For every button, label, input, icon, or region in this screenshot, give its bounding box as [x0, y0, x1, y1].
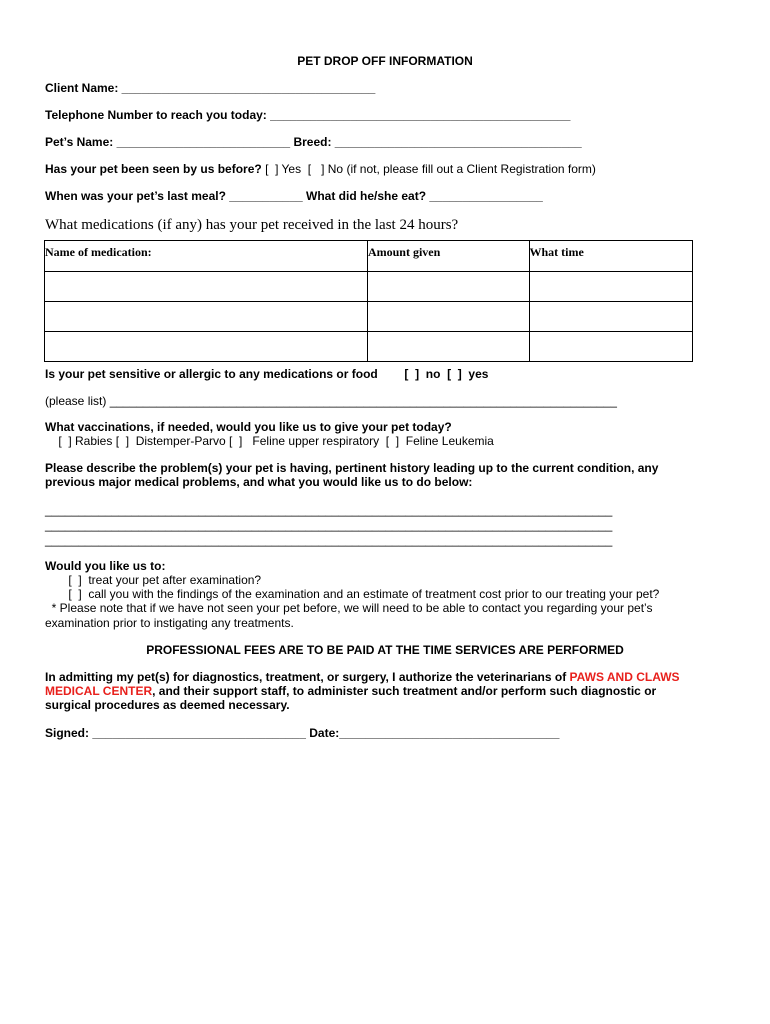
authorization-line1 [45, 670, 680, 684]
problem-blank-line[interactable]: _____________________________________________________________________________________ [45, 503, 613, 517]
table-cell[interactable] [45, 332, 368, 362]
medications-question: What medications (if any) has your pet received in the last 24 hours? [45, 217, 459, 233]
table-cell[interactable] [45, 272, 368, 302]
problem-blank-line[interactable]: _____________________________________________________________________________________ [45, 533, 613, 547]
pet-name-breed-field[interactable]: Pet’s Name: __________________________ Breed: _____________________________________ [45, 135, 582, 149]
problem-description-line1: Please describe the problem(s) your pet is having, pertinent history leading up to the current condition, any [45, 461, 659, 475]
seen-before-row [45, 162, 596, 176]
clinic-name-part2: MEDICAL CENTER [45, 684, 153, 698]
client-name-field[interactable]: Client Name: ______________________________________ [45, 81, 376, 95]
note-line1: * Please note that if we have not seen your pet before, we will need to be able to contact you regarding your pet’s [45, 601, 653, 615]
header-amount-given: Amount given [367, 241, 529, 272]
problem-description-line2: previous major medical problems, and what you would like us to do below: [45, 475, 473, 489]
problem-blank-line[interactable]: _____________________________________________________________________________________ [45, 518, 613, 532]
option-call-with-findings[interactable]: [ ] call you with the findings of the examination and an estimate of treatment cost prior to our treating your pet? [45, 587, 660, 601]
telephone-field[interactable]: Telephone Number to reach you today: _____________________________________________ [45, 108, 571, 122]
seen-before-options[interactable]: [ ] Yes [ ] No (if not, please fill out a Client Registration form) [261, 162, 596, 176]
authorization-text: , and their support staff, to administer such treatment and/or perform such diagnostic or [152, 684, 657, 698]
table-row [45, 272, 693, 302]
table-cell[interactable] [367, 272, 529, 302]
seen-before-question: Has your pet been seen by us before? [45, 162, 262, 176]
table-cell[interactable] [367, 302, 529, 332]
signature-date-field[interactable]: Signed: ________________________________ Date:_________________________________ [45, 726, 560, 740]
table-row [45, 302, 693, 332]
vaccinations-options[interactable]: [ ] Rabies [ ] Distemper-Parvo [ ] Feline upper respiratory [ ] Feline Leukemia [45, 434, 494, 448]
table-cell[interactable] [45, 302, 368, 332]
vaccinations-question: What vaccinations, if needed, would you like us to give your pet today? [45, 420, 452, 434]
authorization-line3: surgical procedures as deemed necessary. [45, 698, 290, 712]
clinic-name-part1: PAWS AND CLAWS [569, 670, 680, 684]
fees-notice: PROFESSIONAL FEES ARE TO BE PAID AT THE TIME SERVICES ARE PERFORMED [146, 643, 624, 657]
medication-table [44, 240, 693, 362]
table-cell[interactable] [529, 302, 693, 332]
table-header-row [45, 241, 693, 272]
header-medication-name: Name of medication: [45, 241, 368, 272]
note-line2: examination prior to instigating any treatments. [45, 616, 294, 630]
would-like-question: Would you like us to: [45, 559, 166, 573]
allergy-question[interactable]: Is your pet sensitive or allergic to any medications or food [ ] no [ ] yes [45, 367, 489, 381]
header-what-time: What time [529, 241, 693, 272]
table-cell[interactable] [529, 272, 693, 302]
table-cell[interactable] [367, 332, 529, 362]
option-treat-after-exam[interactable]: [ ] treat your pet after examination? [45, 573, 262, 587]
authorization-text: In admitting my pet(s) for diagnostics, treatment, or surgery, I authorize the veterinarians of [45, 670, 570, 684]
allergy-list-field[interactable]: (please list) ____________________________________________________________________________ [45, 394, 617, 408]
authorization-line2 [45, 684, 656, 698]
page-title: PET DROP OFF INFORMATION [297, 54, 473, 68]
table-cell[interactable] [529, 332, 693, 362]
last-meal-field[interactable]: When was your pet’s last meal? ___________ What did he/she eat? _________________ [45, 189, 543, 203]
table-row [45, 332, 693, 362]
